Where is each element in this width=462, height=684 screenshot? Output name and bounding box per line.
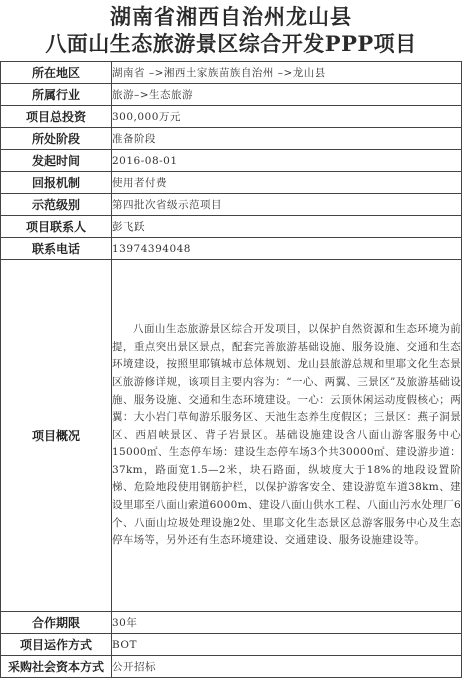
- label-procurement-method: 采购社会资本方式: [1, 656, 112, 678]
- row-operation-mode: [1, 634, 462, 656]
- row-return-mechanism: [1, 172, 462, 194]
- value-contact-person: 彭飞跃: [112, 216, 462, 238]
- label-investment: 项目总投资: [1, 106, 112, 128]
- label-operation-mode: 项目运作方式: [1, 634, 112, 656]
- value-start-date: 2016-08-01: [112, 150, 462, 172]
- row-stage: [1, 128, 462, 150]
- document-title: [0, 0, 462, 60]
- label-region: 所在地区: [1, 62, 112, 84]
- label-cooperation-period: 合作期限: [1, 612, 112, 634]
- label-industry: 所属行业: [1, 84, 112, 106]
- title-line-2: 八面山生态旅游景区综合开发PPP项目: [45, 31, 417, 56]
- row-start-date: [1, 150, 462, 172]
- row-cooperation-period: [1, 612, 462, 634]
- row-investment: [1, 106, 462, 128]
- title-line-1: 湖南省湘西自治州龙山县: [110, 4, 352, 29]
- value-cooperation-period: 30年: [112, 612, 462, 634]
- value-procurement-method: 公开招标: [112, 656, 462, 678]
- value-demo-level: 第四批次省级示范项目: [112, 194, 462, 216]
- row-contact-person: [1, 216, 462, 238]
- label-contact-person: 项目联系人: [1, 216, 112, 238]
- label-start-date: 发起时间: [1, 150, 112, 172]
- value-phone: 13974394048: [112, 238, 462, 260]
- label-overview: 项目概况: [1, 260, 112, 612]
- value-overview: 八面山生态旅游景区综合开发项目，以保护自然资源和生态环境为前提，重点突出景区景点，配套完善旅游基础设施、服务设施、交通和生态环境建设，按照里耶镇城市总体规划、龙山县旅游总规和里耶文化生态景区旅游修详规，该项目主要内容为：“一心、两翼、三景区”及旅游基础设施、服务设施、交通和生态环境建设。一心：云顶休闲运动度假核心；两翼：大小岩门草甸游乐服务区、天池生态养生度假区；三景区：燕子洞景区、西眉峡景区、背子岩景区。基础设施建设含八面山游客服务中心15000㎡、生态停车场：建设生态停车场3个共30000㎡、建设游步道：37km，路面宽1.5—2米，块石路面，纵坡度大于18%的地段设置阶梯、危险地段使用钢筋护栏，以保护游客安全、建设游览车道38km、建设里耶至八面山索道6000m、建设八面山供水工程、八面山污水处理厂6个、八面山垃圾处理设施2处、里耶文化生态景区总游客服务中心及生态停车场等，另外还有生态环境建设、交通建设、服务设施建设等。: [112, 260, 462, 612]
- label-return-mechanism: 回报机制: [1, 172, 112, 194]
- row-industry: [1, 84, 462, 106]
- row-overview: [1, 260, 462, 612]
- value-region: 湖南省 –>湘西土家族苗族自治州 –>龙山县: [112, 62, 462, 84]
- label-demo-level: 示范级别: [1, 194, 112, 216]
- row-demo-level: [1, 194, 462, 216]
- value-investment: 300,000万元: [112, 106, 462, 128]
- label-phone: 联系电话: [1, 238, 112, 260]
- value-stage: 准备阶段: [112, 128, 462, 150]
- row-procurement-method: [1, 656, 462, 678]
- value-return-mechanism: 使用者付费: [112, 172, 462, 194]
- row-phone: [1, 238, 462, 260]
- value-industry: 旅游–>生态旅游: [112, 84, 462, 106]
- row-region: [1, 62, 462, 84]
- label-stage: 所处阶段: [1, 128, 112, 150]
- project-info-table: [0, 61, 462, 678]
- value-operation-mode: BOT: [112, 634, 462, 656]
